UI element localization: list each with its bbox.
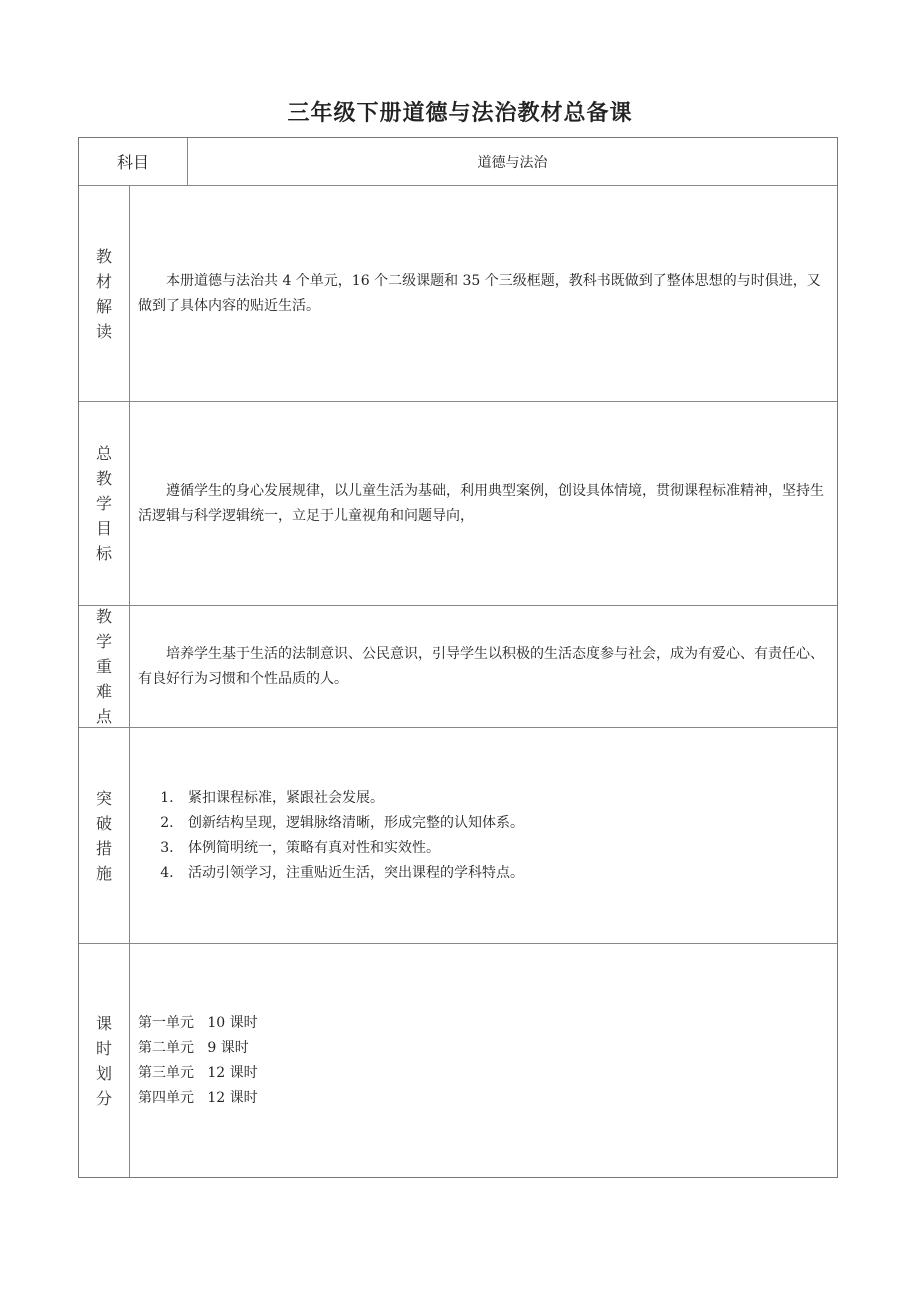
- list-item: 4. 活动引领学习，注重贴近生活，突出课程的学科特点。: [178, 861, 829, 886]
- subject-value: 道德与法治: [477, 154, 548, 171]
- textbook-analysis-row: [79, 185, 837, 401]
- list-item: 第三单元 12 课时: [138, 1064, 258, 1081]
- list-item: 第一单元 10 课时: [138, 1014, 258, 1031]
- list-item: 2. 创新结构呈现，逻辑脉络清晰，形成完整的认知体系。: [178, 811, 829, 836]
- lesson-plan-table: [78, 137, 838, 1178]
- subject-label: 科目: [79, 138, 188, 185]
- key-points-row: [79, 605, 837, 727]
- list-item: 1. 紧扣课程标准，紧跟社会发展。: [178, 786, 829, 811]
- measures-list: [138, 786, 829, 886]
- list-item: 第二单元 9 课时: [138, 1039, 249, 1056]
- teaching-goals-row: [79, 401, 837, 605]
- textbook-analysis-text: 本册道德与法治共 4 个单元，16 个二级课题和 35 个三级框题，教科书既做到了整体思想的与时俱进，又做到了具体内容的贴近生活。: [138, 272, 821, 314]
- list-item: 3. 体例简明统一，策略有真对性和实效性。: [178, 836, 829, 861]
- teaching-goals-text: 遵循学生的身心发展规律，以儿童生活为基础，利用典型案例，创设具体情境，贯彻课程标准精神，坚持生活逻辑与科学逻辑统一，立足于儿童视角和问题导向，: [138, 482, 824, 524]
- document-title: 三年级下册道德与法治教材总备课: [287, 100, 633, 126]
- subject-row: [79, 138, 837, 185]
- textbook-analysis-label: 教材解读: [95, 246, 112, 341]
- teaching-goals-label: 总教学目标: [95, 444, 112, 563]
- measures-row: [79, 727, 837, 943]
- measures-label: 突破措施: [95, 788, 112, 883]
- key-points-label: 教学重难点: [95, 607, 112, 726]
- key-points-text: 培养学生基于生活的法制意识、公民意识，引导学生以积极的生活态度参与社会，成为有爱心、有责任心、有良好行为习惯和个性品质的人。: [138, 645, 824, 687]
- class-hours-label: 课时划分: [95, 1013, 112, 1108]
- list-item: 第四单元 12 课时: [138, 1089, 258, 1106]
- class-hours-row: [79, 943, 837, 1177]
